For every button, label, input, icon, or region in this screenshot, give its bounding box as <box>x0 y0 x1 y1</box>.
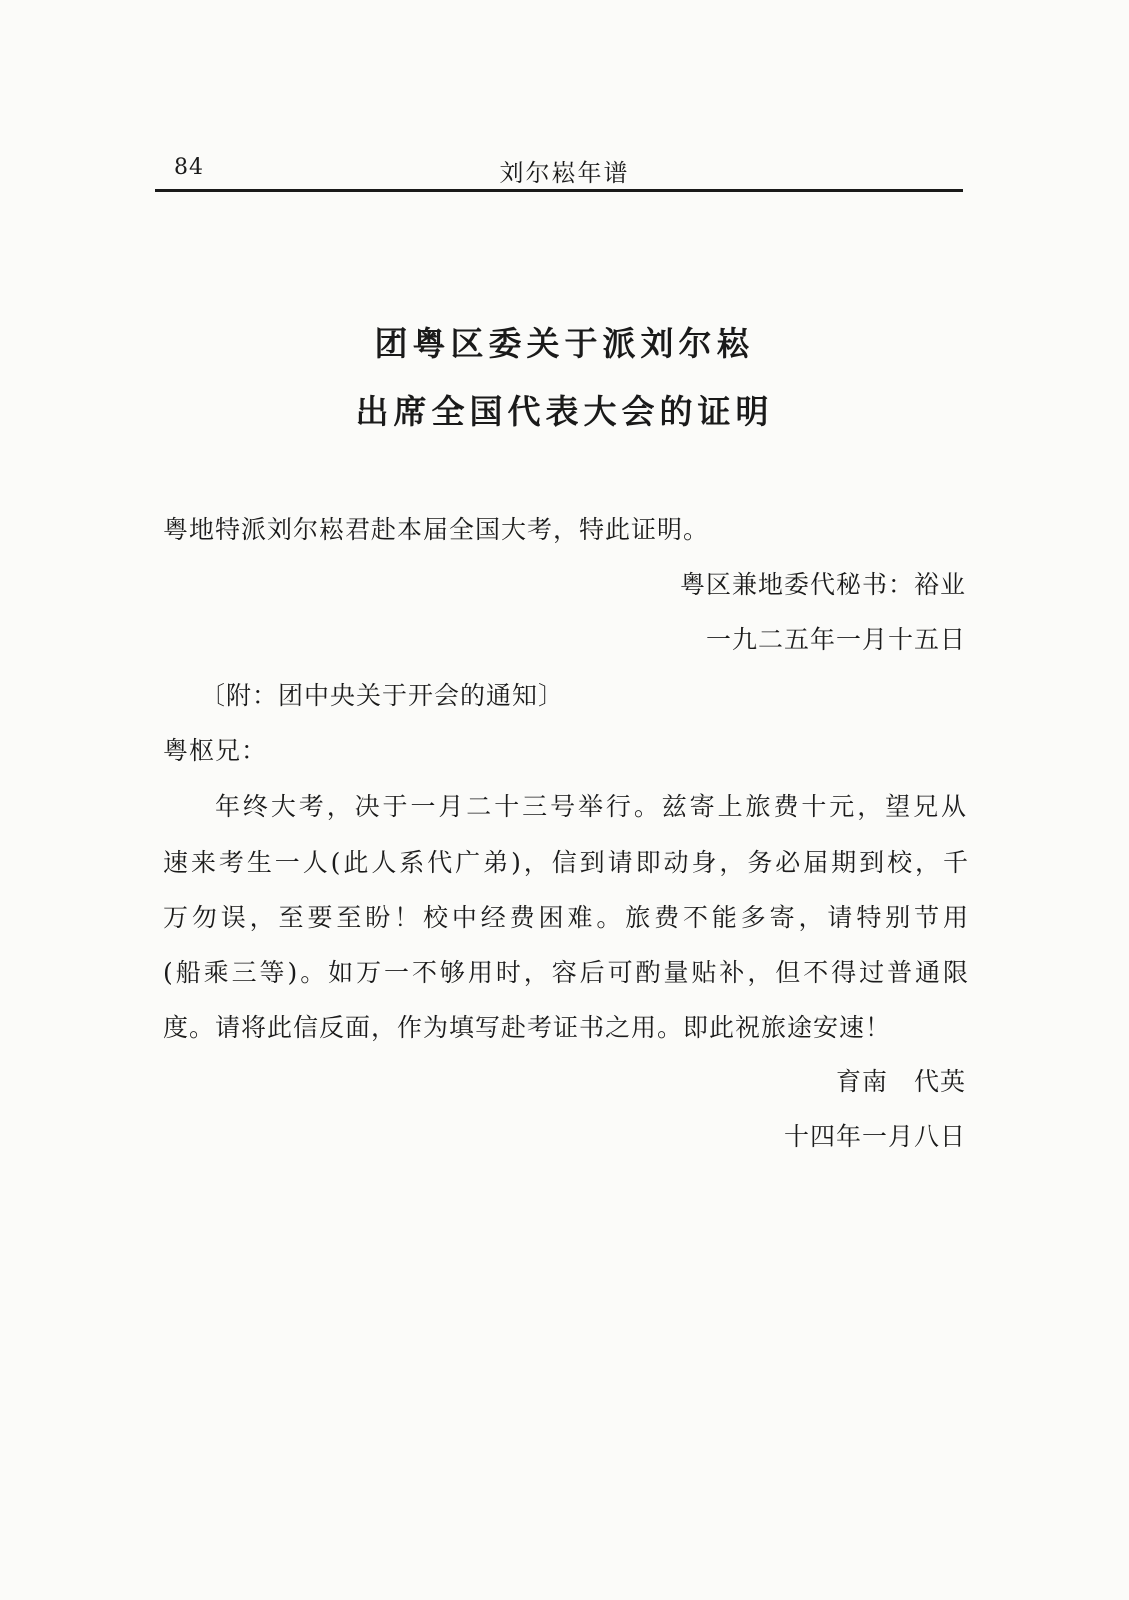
document-title-line-2: 出席全国代表大会的证明 <box>355 392 774 431</box>
letter-signature: 育南 代英 <box>835 1067 966 1096</box>
letter-line-4: (船乘三等)。如万一不够用时，容后可酌量贴补，但不得过普通限 <box>163 958 969 987</box>
letter-date: 十四年一月八日 <box>783 1122 966 1151</box>
document-title-line-1: 团粤区委关于派刘尔崧 <box>374 324 755 363</box>
running-head: 刘尔崧年谱 <box>499 159 630 187</box>
attachment-note: 〔附：团中央关于开会的通知〕 <box>200 681 565 710</box>
header-rule <box>155 189 963 192</box>
certificate-signature: 粤区兼地委代秘书：裕业 <box>679 570 966 599</box>
certificate-body: 粤地特派刘尔崧君赴本届全国大考，特此证明。 <box>163 515 710 544</box>
letter-salutation: 粤枢兄： <box>163 736 268 765</box>
page-number: 84 <box>174 155 204 180</box>
letter-line-2: 速来考生一人(此人系代广弟)，信到请即动身，务必届期到校，千 <box>163 848 969 877</box>
letter-line-5: 度。请将此信反面，作为填写赴考证书之用。即此祝旅途安速！ <box>163 1013 892 1042</box>
letter-line-3: 万勿误，至要至盼！校中经费困难。旅费不能多寄，请特别节用 <box>163 903 969 932</box>
letter-line-1: 年终大考，决于一月二十三号举行。兹寄上旅费十元，望兄从 <box>215 792 967 821</box>
certificate-date: 一九二五年一月十五日 <box>705 625 966 654</box>
